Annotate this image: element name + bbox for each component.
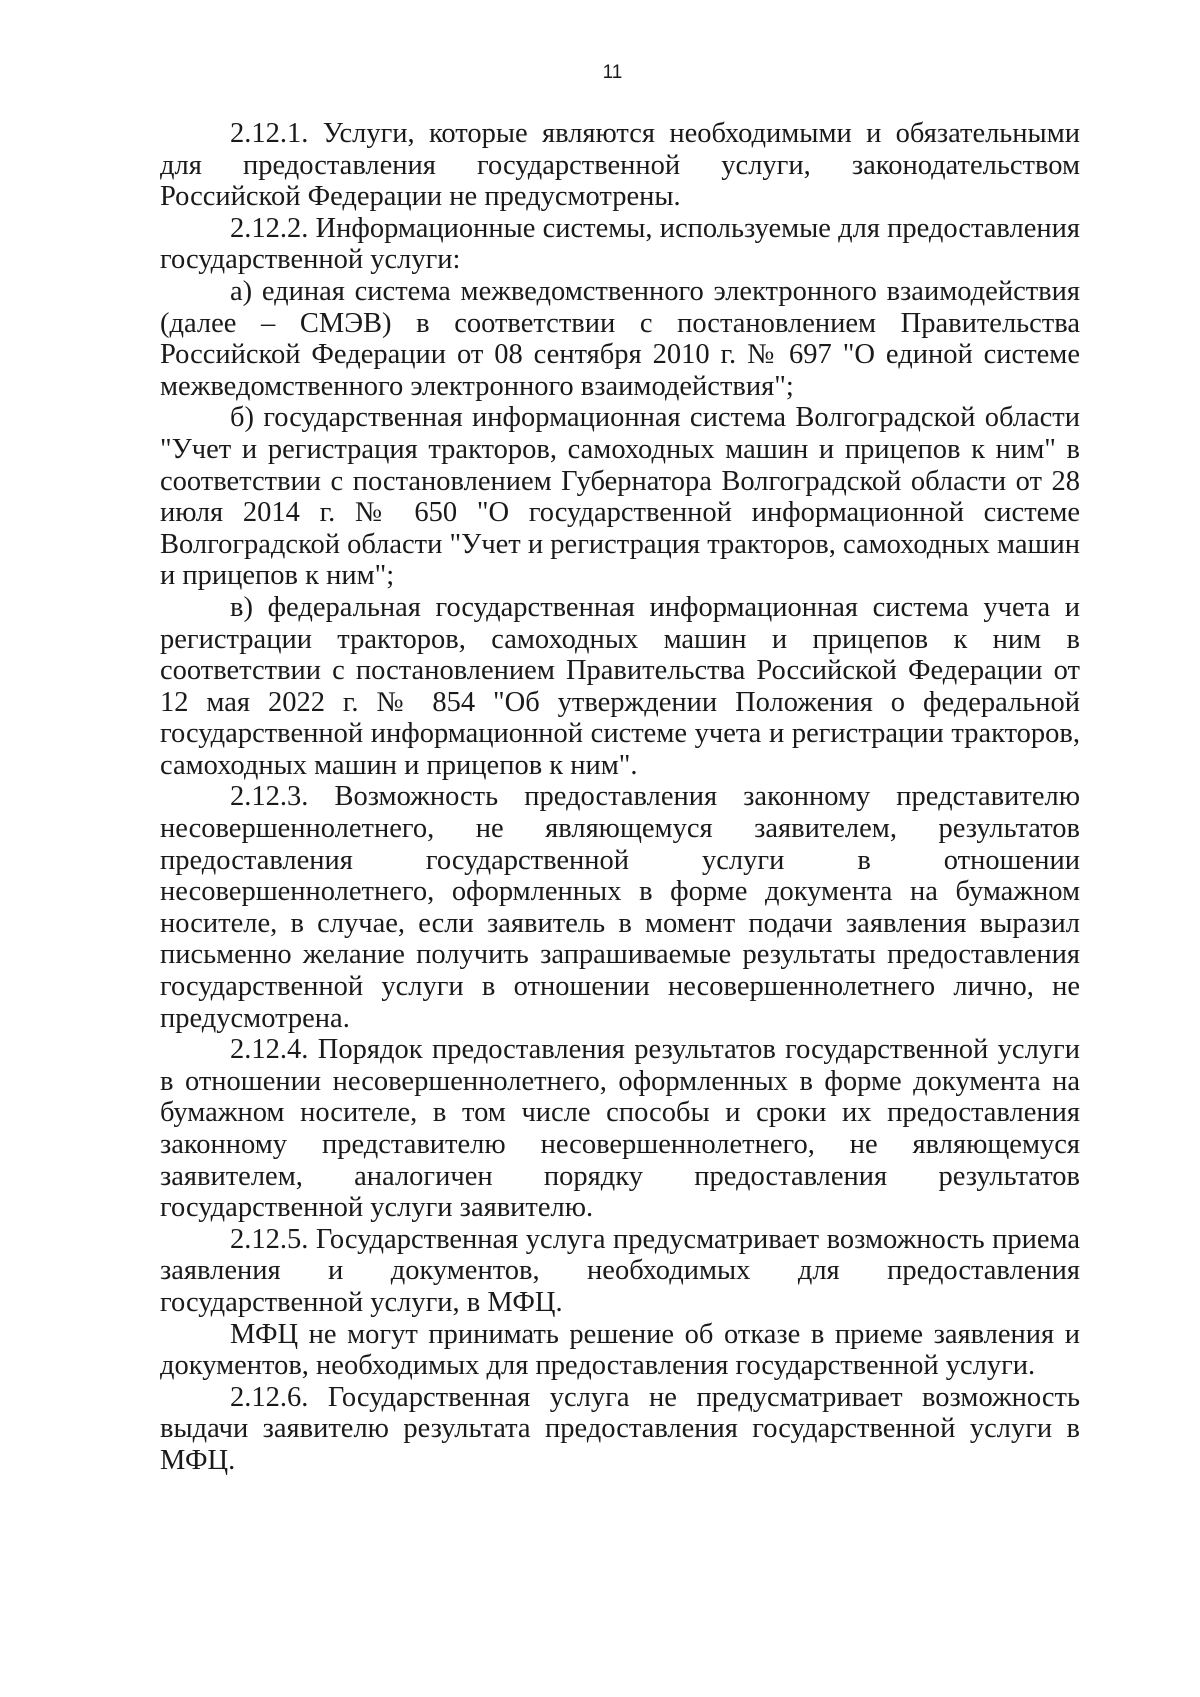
paragraph-item-b: б) государственная информационная система Волгоградской области "Учет и регистрация тракторов, самоходных машин и прицепов к ним" в соответствии с постановлением Губернатора Волгоградской области от 28 июля 2014 г. № 650 "О государственной информационной системе Волгоградской области "Учет и регистрация тракторов, самоходных машин и прицепов к ним"; xyxy=(160,402,1080,592)
page-number: 11 xyxy=(602,62,623,83)
paragraph-2-12-1: 2.12.1. Услуги, которые являются необходимыми и обязательными для предоставления государственной услуги, законодательством Российской Федерации не предусмотрены. xyxy=(160,118,1080,213)
paragraph-item-v: в) федеральная государственная информационная система учета и регистрации тракторов, самоходных машин и прицепов к ним в соответствии с постановлением Правительства Российской Федерации от 12 мая 2022 г. № 854 "Об утверждении Положения о федеральной государственной информационной системе учета и регистрации тракторов, самоходных машин и прицепов к ним". xyxy=(160,591,1080,781)
paragraph-2-12-6: 2.12.6. Государственная услуга не предусматривает возможность выдачи заявителю результата предоставления государственной услуги в МФЦ. xyxy=(160,1381,1080,1476)
paragraph-item-a: а) единая система межведомственного электронного взаимодействия (далее – СМЭВ) в соответствии с постановлением Правительства Российской Федерации от 08 сентября 2010 г. № 697 "О единой системе межведомственного электронного взаимодействия"; xyxy=(160,275,1080,402)
paragraph-2-12-5: 2.12.5. Государственная услуга предусматривает возможность приема заявления и документов, необходимых для предоставления государственной услуги, в МФЦ. xyxy=(160,1223,1080,1318)
paragraph-2-12-4: 2.12.4. Порядок предоставления результатов государственной услуги в отношении несовершеннолетнего, оформленных в форме документа на бумажном носителе, в том числе способы и сроки их предоставления законному представителю несовершеннолетнего, не являющемуся заявителем, аналогичен порядку предоставления результатов государственной услуги заявителю. xyxy=(160,1034,1080,1224)
document-body xyxy=(160,118,1080,1477)
paragraph-mfc-refusal: МФЦ не могут принимать решение об отказе в приеме заявления и документов, необходимых для предоставления государственной услуги. xyxy=(160,1318,1080,1382)
paragraph-2-12-3: 2.12.3. Возможность предоставления законному представителю несовершеннолетнего, не являющемуся заявителем, результатов предоставления государственной услуги в отношении несовершеннолетнего, оформленных в форме документа на бумажном носителе, в случае, если заявитель в момент подачи заявления выразил письменно желание получить запрашиваемые результаты предоставления государственной услуги в отношении несовершеннолетнего лично, не предусмотрена. xyxy=(160,781,1080,1034)
paragraph-2-12-2: 2.12.2. Информационные системы, используемые для предоставления государственной услуги: xyxy=(160,212,1080,276)
